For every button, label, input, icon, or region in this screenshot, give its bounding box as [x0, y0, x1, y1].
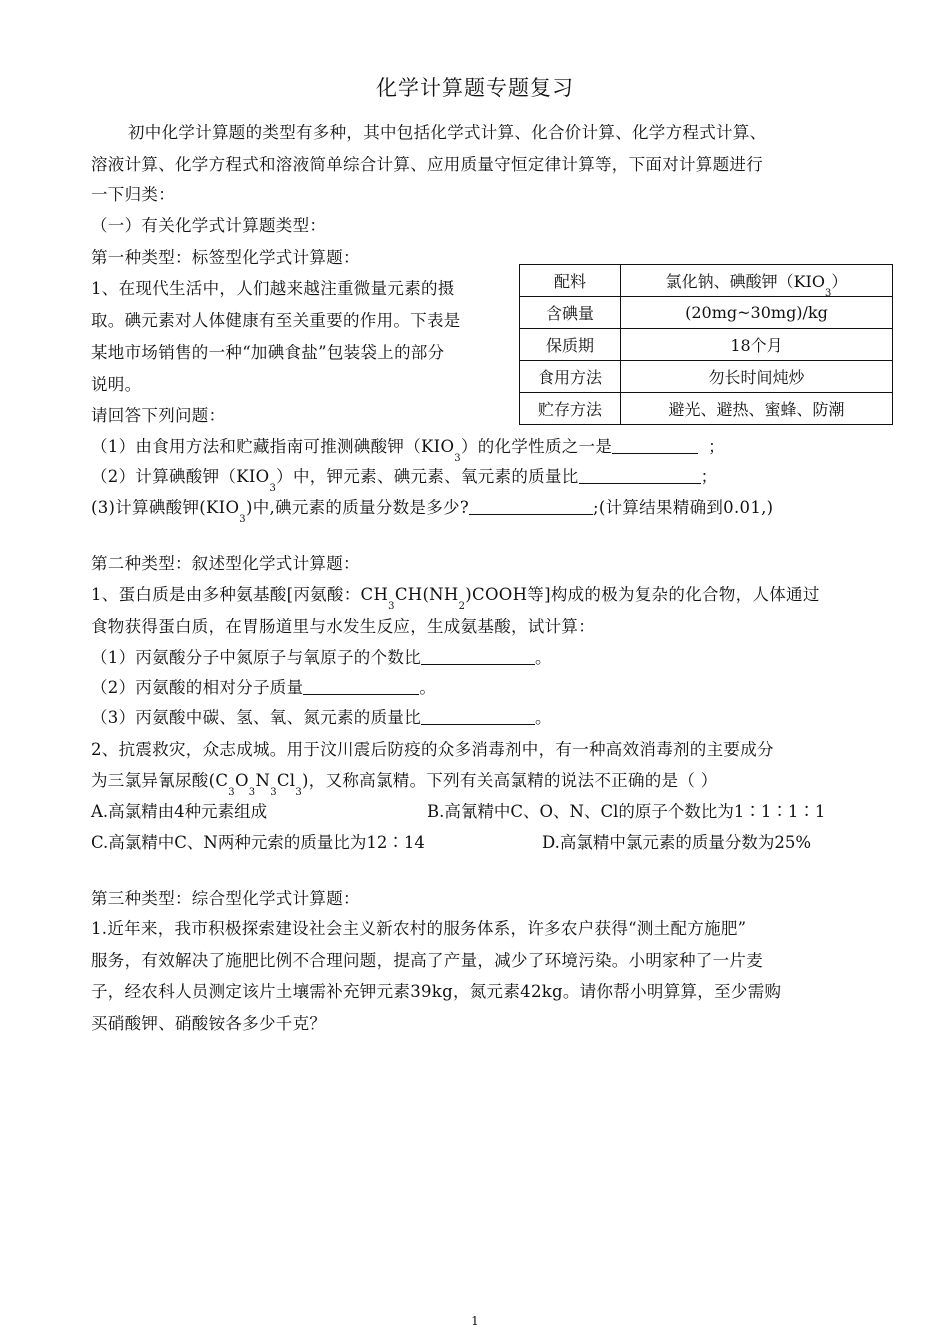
type1-q1-line-2: 取。碘元素对人体健康有至关重要的作用。下表是 — [91, 311, 461, 330]
table-row — [520, 329, 893, 361]
table-row — [520, 361, 893, 393]
salt-label-table — [519, 264, 893, 425]
type1-q1-line-1: 1、在现代生活中，人们越来越注重微量元素的摄 — [91, 279, 455, 298]
section-heading: （一）有关化学式计算题类型： — [91, 216, 327, 235]
option-b: B.高氰精中C、O、N、Cl的原子个数比为1∶1∶1∶1 — [427, 802, 826, 821]
type2-q1-line-1: 1、蛋白质是由多种氨基酸[丙氨酸：$CH_3CH(NH_2)COOH$等]构成的极为复杂的化合物，人体通过 — [91, 585, 820, 612]
option-d: D.高氯精中氯元素的质量分数为25% — [542, 833, 812, 852]
type2-question-3: （3）丙氨酸中碳、氢、氧、氮元素的质量比 。 — [91, 708, 552, 727]
type1-question-1: （1）由食用方法和贮藏指南可推测碘酸钾$(KIO_3)$的化学性质之一是 ； — [91, 437, 725, 464]
type2-question-1: （1）丙氨酸分子中氮原子与氧原子的个数比 。 — [91, 648, 552, 667]
type1-question-3: (3)计算碘酸钾$(KIO_3)$中,碘元素的质量分数是多少? ;(计算结果精确到0.01,) — [91, 498, 774, 525]
option-c: C.高氯精中C、N两种元索的质量比为12∶14 — [91, 833, 425, 852]
type3-line-3: 子，经农科人员测定该片土壤需补充钾元素39kg，氮元素42kg。请你帮小明算算，至少需购 — [91, 982, 782, 1001]
intro-line-3: 一下归类： — [91, 185, 175, 204]
table-value: 氯化钠、碘酸钾$(KIO_3)$ — [621, 265, 893, 297]
page-title: 化学计算题专题复习 — [376, 76, 574, 100]
type3-line-4: 买硝酸钾、硝酸铵各多少千克？ — [91, 1014, 327, 1033]
type2-q2-line-2: 为三氯异氰尿酸$(C_3O_3N_3Cl_3)$，又称高氯精。下列有关高氯精的说法不正确的是（ ） — [91, 771, 718, 798]
type1-q1-line-4: 说明。 — [91, 375, 142, 394]
type3-heading: 第三种类型：综合型化学式计算题： — [91, 889, 360, 908]
type2-q2-line-1: 2、抗震救灾，众志成城。用于汶川震后防疫的众多消毒剂中，有一种高效消毒剂的主要成分 — [91, 740, 774, 759]
type2-heading: 第二种类型：叙述型化学式计算题： — [91, 554, 360, 573]
table-value: 勿长时间炖炒 — [621, 361, 893, 393]
table-row — [520, 265, 893, 297]
table-key: 配料 — [520, 265, 621, 297]
answer-blank[interactable] — [421, 648, 535, 665]
type1-q1-line-3: 某地市场销售的一种“加碘食盐”包装袋上的部分 — [91, 343, 445, 362]
table-key: 含碘量 — [520, 297, 621, 329]
table-key: 食用方法 — [520, 361, 621, 393]
type1-ask: 请回答下列问题： — [91, 406, 226, 425]
option-a: A.高氯精由4种元素组成 — [91, 802, 268, 821]
table-value: 18个月 — [621, 329, 893, 361]
answer-blank[interactable] — [579, 467, 701, 484]
answer-blank[interactable] — [303, 678, 419, 695]
answer-blank[interactable] — [469, 498, 593, 515]
table-key: 贮存方法 — [520, 393, 621, 425]
type1-question-2: （2）计算碘酸钾$(KIO_3)$中，钾元素、碘元素、氧元素的质量比 ； — [91, 467, 718, 494]
table-value: 避光、避热、蜜蜂、防潮 — [621, 393, 893, 425]
page-number: 1 — [471, 1314, 479, 1328]
answer-blank[interactable] — [612, 437, 698, 454]
answer-blank[interactable] — [421, 708, 535, 725]
table-value: (20mg~30mg)/kg — [621, 297, 893, 329]
table-row — [520, 393, 893, 425]
type3-line-2: 服务，有效解决了施肥比例不合理问题，提高了产量，减少了环境污染。小明家种了一片麦 — [91, 951, 763, 970]
table-row — [520, 297, 893, 329]
type1-heading: 第一种类型：标签型化学式计算题： — [91, 248, 360, 267]
intro-line-2: 溶液计算、化学方程式和溶液简单综合计算、应用质量守恒定律计算等，下面对计算题进行 — [91, 155, 763, 174]
intro-line-1: 初中化学计算题的类型有多种，其中包括化学式计算、化合价计算、化学方程式计算、 — [128, 123, 767, 142]
type3-line-1: 1.近年来，我市积极探索建设社会主义新农村的服务体系，许多农户获得“测土配方施肥” — [91, 919, 747, 938]
table-key: 保质期 — [520, 329, 621, 361]
type2-q1-line-2: 食物获得蛋白质，在胃肠道里与水发生反应，生成氨基酸，试计算： — [91, 617, 595, 636]
type2-question-2: （2）丙氨酸的相对分子质量 。 — [91, 678, 437, 697]
